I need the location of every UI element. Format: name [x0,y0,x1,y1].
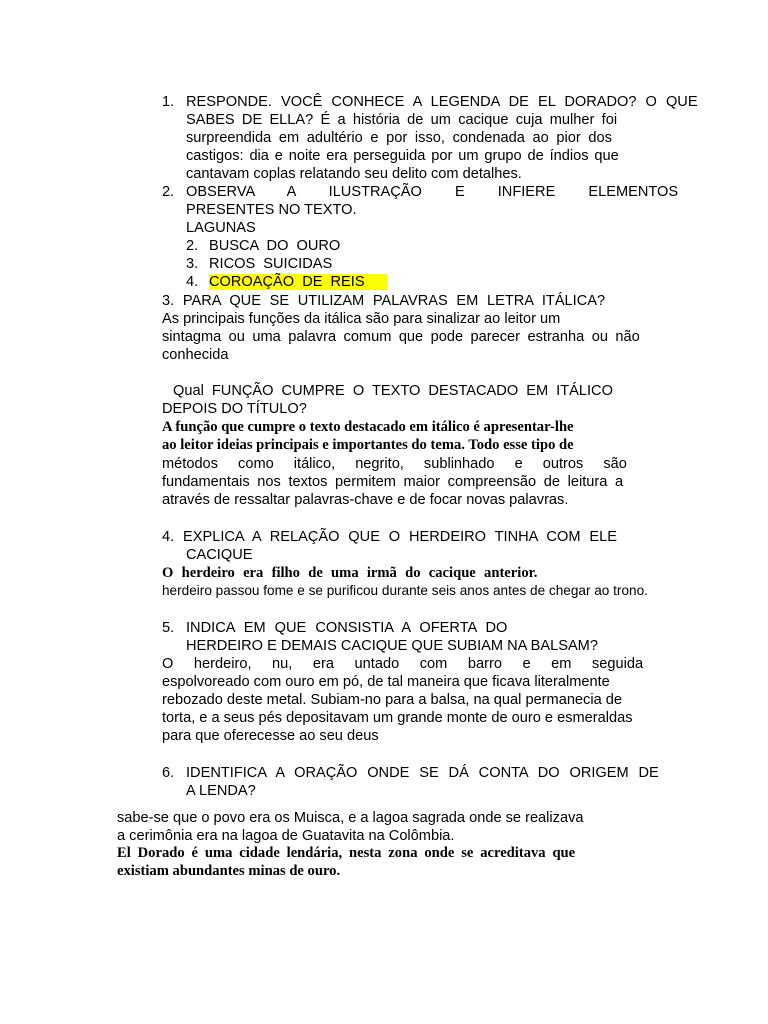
q2-list-2-text: BUSCA DO OURO [209,238,341,254]
q2-list-4-highlight [209,273,387,291]
q2-list-3-number: 3. [186,256,199,272]
q5-answer-3: rebozado deste metal. Subiam-no para a balsa, na qual permanecia de [162,692,622,708]
q2-list-4-number: 4. [186,274,199,290]
q4-answer: herdeiro passou fome e se purificou durante seis anos antes de chegar ao trono. [162,583,648,598]
q5-answer-1: O herdeiro, nu, era untado com barro e em seguida [162,656,644,672]
qf-bold-answer-1: A função que cumpre o texto destacado em itálico é apresentar-lhe [162,419,574,435]
q6-number: 6. [162,765,175,781]
q2-number: 2. [162,184,175,200]
q6-question-1: IDENTIFICA A ORAÇÃO ONDE SE DÁ CONTA DO ORIGEM DE [186,765,659,781]
q1-line-1-text: RESPONDE. VOCÊ CONHECE A LEGENDA DE EL DORADO? O QUE [186,94,698,110]
qf-answer-1: métodos como itálico, negrito, sublinhado e outros são [162,456,627,472]
q5-number: 5. [162,620,175,636]
q6-question-2: A LENDA? [186,783,256,799]
q3-answer-3: conhecida [162,347,229,363]
q2-list-lagunas: LAGUNAS [186,220,256,236]
q1-line-1 [186,93,714,111]
q4-question-1: 4. EXPLICA A RELAÇÃO QUE O HERDEIRO TINHA COM ELE [162,529,617,545]
q6-answer-2: a cerimônia era na lagoa de Guatavita na Colômbia. [117,828,455,844]
q5-question-2: HERDEIRO E DEMAIS CACIQUE QUE SUBIAM NA BALSAM? [186,638,598,654]
q1-line-5: cantavam coplas relatando seu delito com detalhes. [186,166,522,182]
q2-list-3-text: RICOS SUICIDAS [209,256,333,272]
q5-answer-4: torta, e a seus pés depositavam um grande monte de ouro e esmeraldas [162,710,633,726]
q5-question-1: INDICA EM QUE CONSISTIA A OFERTA DO [186,620,508,636]
q2-list-4-text: COROAÇÃO DE REIS [209,274,387,290]
q4-question-2: CACIQUE [186,547,253,563]
q5-answer-2: espolvoreado com ouro em pó, de tal maneira que ficava literalmente [162,674,610,690]
qf-question-1: Qual FUNÇÃO CUMPRE O TEXTO DESTACADO EM ITÁLICO [173,383,613,399]
q6-answer-1: sabe-se que o povo era os Muisca, e a lagoa sagrada onde se realizava [117,810,584,826]
q1-line-4: castigos: dia e noite era perseguida por um grupo de índios que [186,148,619,164]
qf-answer-2: fundamentais nos textos permitem maior compreensão de leitura a [162,474,624,490]
q3-answer-1: As principais funções da itálica são para sinalizar ao leitor um [162,311,561,327]
q1-line-2: SABES DE ELLA? É a história de um cacique cuja mulher foi [186,112,618,128]
qf-question-2: DEPOIS DO TÍTULO? [162,401,307,417]
q1-number: 1. [162,94,175,110]
q2-list-2-number: 2. [186,238,199,254]
q3-question: 3. PARA QUE SE UTILIZAM PALAVRAS EM LETRA ITÁLICA? [162,293,606,309]
q6-bold-answer-1: El Dorado é uma cidade lendária, nesta zona onde se acreditava que [117,845,576,861]
q4-bold-answer: O herdeiro era filho de uma irmã do cacique anterior. [162,565,538,581]
q1-line-3: surpreendida em adultério e por isso, condenada ao pior dos [186,130,612,146]
qf-answer-3: através de ressaltar palavras-chave e de focar novas palavras. [162,492,569,508]
q2-line-2: PRESENTES NO TEXTO. [186,202,357,218]
q3-answer-2: sintagma ou uma palavra comum que pode parecer estranha ou não [162,329,640,345]
q5-answer-5: para que oferecesse ao seu deus [162,728,379,744]
qf-bold-answer-2: ao leitor ideias principais e importantes do tema. Todo esse tipo de [162,437,574,453]
q6-bold-answer-2: existiam abundantes minas de ouro. [117,863,341,879]
q2-line-1: OBSERVA A ILUSTRAÇÃO E INFIERE ELEMENTOS [186,184,679,200]
